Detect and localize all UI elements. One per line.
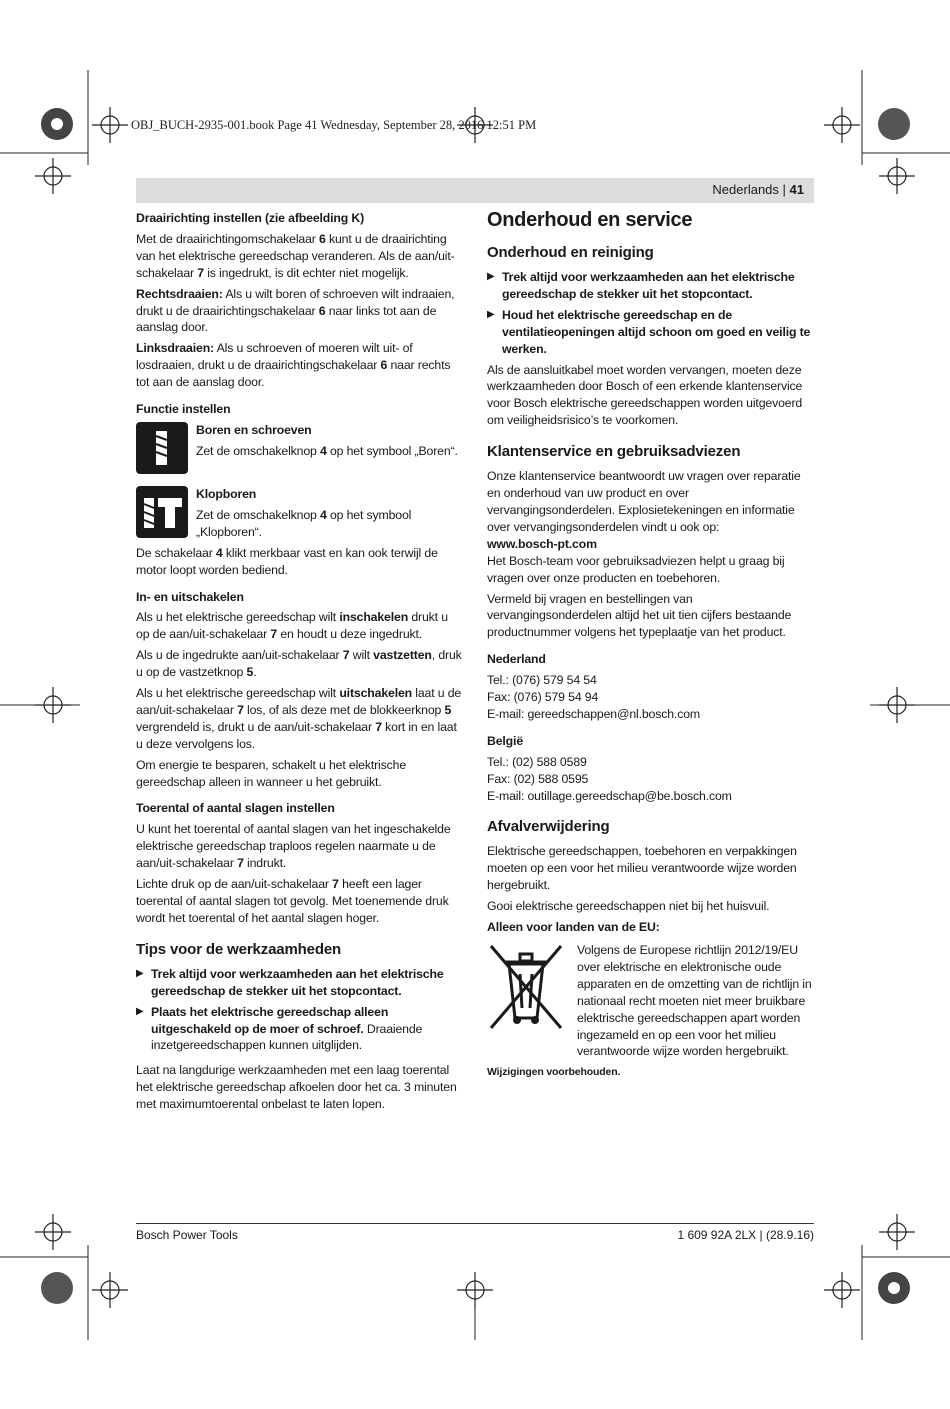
para: Zet de omschakelknop 4 op het symbool „Klopboren“. [196, 507, 412, 539]
page-label: Nederlands | 41 [712, 182, 804, 197]
heading-onoff: In- en uitschakelen [136, 589, 244, 604]
para: Vermeld bij vragen en bestellingen van vervangingsonderdelen altijd het uit tien cijfers bestaande productnummer volgens het typeplaatje van het product. [487, 591, 792, 640]
para: Rechtsdraaien: Als u wilt boren of schroeven wilt indraaien, drukt u de draairichtingschakelaar 6 naar links tot aan de aanslag door. [136, 286, 455, 335]
maintenance-bullet: ▶ Trek altijd voor werkzaamheden aan het elektrische gereedschap de stekker uit het stopcontact. [487, 270, 795, 301]
para: Gooi elektrische gereedschappen niet bij het huisvuil. [487, 899, 770, 914]
footer-brand: Bosch Power Tools [136, 1228, 238, 1242]
running-header-band [136, 178, 814, 203]
bullet-arrow-icon: ▶ [136, 967, 144, 979]
maintenance-bullet: ▶ Houd het elektrische gereedschap en de ventilatieopeningen altijd schoon om goed en veilig te werken. [487, 307, 811, 356]
bullet-arrow-icon: ▶ [136, 1005, 144, 1017]
footer-doc-number: 1 609 92A 2LX | (28.9.16) [677, 1228, 814, 1242]
nl-fax: Fax: (076) 579 54 94 [487, 690, 599, 705]
para: Zet de omschakelknop 4 op het symbool „Boren“. [196, 443, 458, 458]
file-info-header: OBJ_BUCH-2935-001.book Page 41 Wednesday, September 28, 2016 12:51 PM [131, 118, 537, 132]
para: Elektrische gereedschappen, toebehoren en verpakkingen moeten op een voor het milieu verantwoorde wijze worden hergebruikt. [487, 844, 797, 893]
weee-block [487, 942, 815, 1064]
page-number: 41 [789, 182, 804, 197]
hammer-drill-icon [136, 486, 188, 538]
eu-directive-text: Volgens de Europese richtlijn 2012/19/EU over elektrische en elektronische oude apparaten en de omzetting van de richtlijn in nationaal recht moeten niet meer bruikbare elektrische gereedschappen apart worden ingezameld en op een voor het milieu verantwoorde wijze worden hergebruikt. [577, 943, 812, 1059]
para: Lichte druk op de aan/uit-schakelaar 7 heeft een lager toerental of aantal slagen tot gevolg. Met toenemende druk wordt het toerental of het aantal slagen hoger. [136, 877, 449, 925]
heading-function: Functie instellen [136, 402, 231, 417]
para: Linksdraaien: Als u schroeven of moeren wilt uit- of losdraaien, drukt u de draairichtingschakelaar 6 naar rechts tot aan de aanslag door. [136, 341, 451, 390]
website-link[interactable]: www.bosch-pt.com [487, 536, 597, 551]
para: Het Bosch-team voor gebruiksadviezen helpt u graag bij vragen over onze producten en toebehoren. [487, 553, 785, 585]
be-phone: Tel.: (02) 588 0589 [487, 754, 587, 769]
be-fax: Fax: (02) 588 0595 [487, 771, 589, 786]
para: Onze klantenservice beantwoordt uw vragen over reparatie en onderhoud van uw product en over vervangingsonderdelen. Explosietekeningen en informatie over vervangingsonderdelen vindt u ook op: [487, 469, 801, 534]
heading-direction: Draairichting instellen (zie afbeelding K) [136, 211, 365, 225]
page-footer [136, 1223, 814, 1242]
heading-belgium: België [487, 733, 524, 748]
para: Als u het elektrische gereedschap wilt uitschakelen laat u de aan/uit-schakelaar 7 los, of als deze met de blokkeerknop 5 vergrendeld is, drukt u de aan/uit-schakelaar 7 kort in en laat u deze vervolgens los. [136, 686, 462, 751]
function-drill [136, 422, 464, 474]
changes-reserved: Wijzigingen voorbehouden. [487, 1066, 621, 1079]
heading-maintenance: Onderhoud en reiniging [487, 244, 654, 261]
heading-tips: Tips voor de werkzaamheden [136, 940, 342, 958]
para: Als u de ingedrukte aan/uit-schakelaar 7 wilt vastzetten, druk u op de vastzetknop 5. [136, 648, 462, 680]
bullet-arrow-icon: ▶ [487, 308, 495, 320]
heading-netherlands: Nederland [487, 652, 546, 667]
function-drill-title: Boren en schroeven [196, 422, 312, 437]
heading-maintenance-service: Onderhoud en service [487, 209, 693, 231]
heading-speed: Toerental of aantal slagen instellen [136, 801, 335, 816]
para: Met de draairichtingomschakelaar 6 kunt u de draairichting van het elektrische gereedschap veranderen. Als de aan/uit-schakelaar 7 is ingedrukt, is dit echter niet mogelijk. [136, 231, 455, 280]
bullet-arrow-icon: ▶ [487, 271, 495, 282]
function-hammer-title: Klopboren [196, 486, 257, 501]
para: Om energie te besparen, schakelt u het elektrische gereedschap alleen in wanneer u het gebruikt. [136, 757, 407, 789]
function-hammer [136, 486, 464, 545]
para: U kunt het toerental of aantal slagen van het ingeschakelde elektrische gereedschap traploos regelen naarmate u de aan/uit-schakelaar 7 indrukt. [136, 822, 451, 871]
heading-eu: Alleen voor landen van de EU: [487, 920, 660, 935]
nl-phone: Tel.: (076) 579 54 54 [487, 673, 597, 688]
tip-bullet: ▶ Plaats het elektrische gereedschap alleen uitgeschakeld op de moer of schroef. Draaiende inzetgereedschappen kunnen uitglijden. [136, 1004, 423, 1053]
para: De schakelaar 4 klikt merkbaar vast en kan ook terwijl de motor loopt worden bediend. [136, 545, 438, 577]
left-column [136, 210, 464, 1117]
para: Laat na langdurige werkzaamheden met een laag toerental het elektrische gereedschap afkoelen door het ca. 3 minuten met maximumtoerental onbelast te laten lopen. [136, 1063, 457, 1112]
nl-email[interactable]: E-mail: gereedschappen@nl.bosch.com [487, 706, 700, 721]
heading-customer-service: Klantenservice en gebruiksadviezen [487, 443, 741, 461]
tip-bullet: ▶ Trek altijd voor werkzaamheden aan het elektrische gereedschap de stekker uit het stopcontact. [136, 966, 444, 998]
crossed-bin-icon [487, 942, 565, 1032]
right-column [487, 208, 815, 1085]
heading-disposal: Afvalverwijdering [487, 818, 610, 836]
be-email[interactable]: E-mail: outillage.gereedschap@be.bosch.com [487, 788, 732, 803]
para: Als u het elektrische gereedschap wilt inschakelen drukt u op de aan/uit-schakelaar 7 en houdt u deze ingedrukt. [136, 610, 448, 642]
para: Als de aansluitkabel moet worden vervangen, moeten deze werkzaamheden door Bosch of een erkende klantenservice voor Bosch elektrische gereedschappen worden uitgevoerd om veiligheidsrisico’s te voorkomen. [487, 362, 803, 428]
drill-bit-icon [136, 422, 188, 474]
